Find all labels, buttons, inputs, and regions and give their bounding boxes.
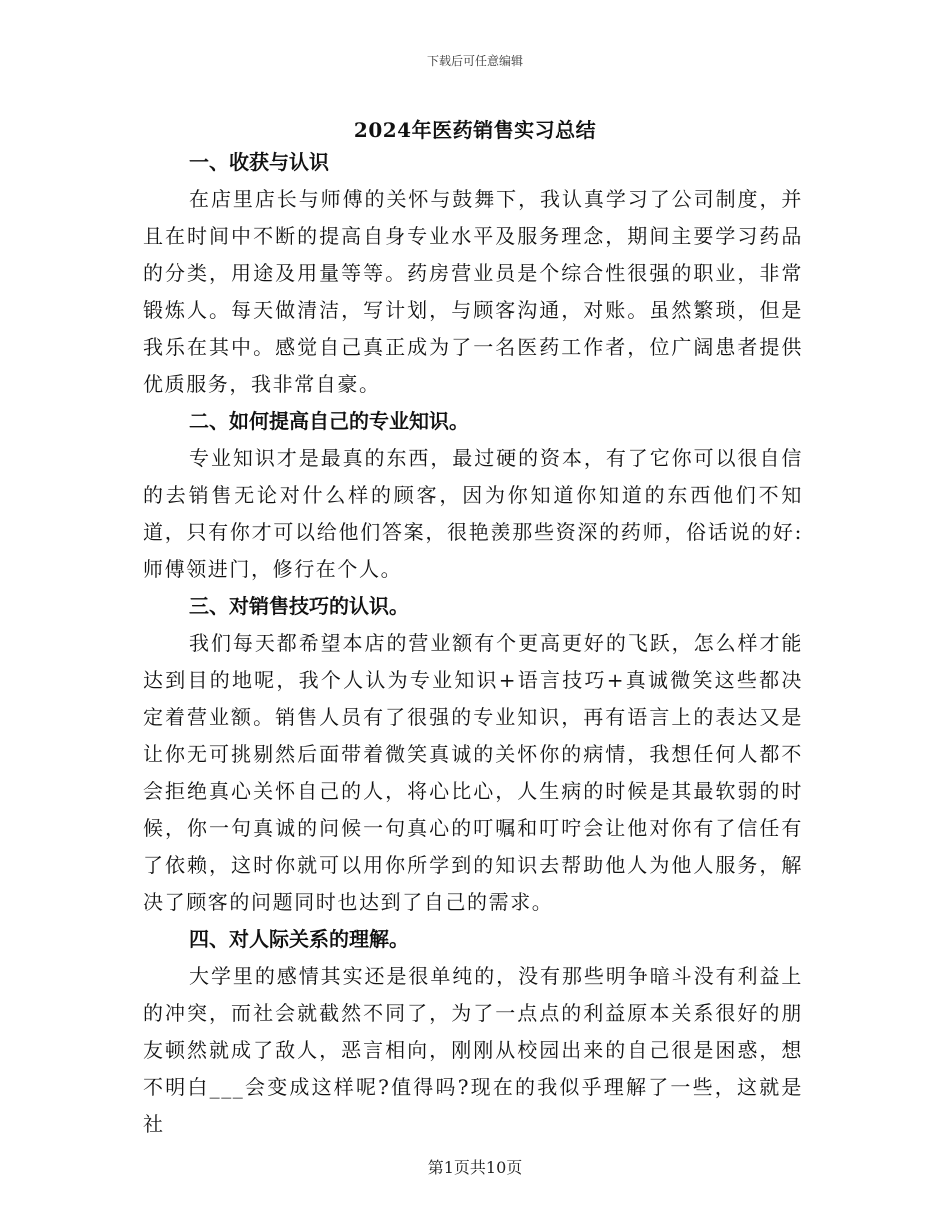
document-body [143, 144, 803, 1143]
section-paragraph: 在店里店长与师傅的关怀与鼓舞下，我认真学习了公司制度，并且在时间中不断的提高自身专业水平及服务理念，期间主要学习药品的分类，用途及用量等等。药房营业员是个综合性很强的职业，非常锻炼人。每天做清洁，写计划，与顾客沟通，对账。虽然繁琐，但是我乐在其中。感觉自己真正成为了一名医药工作者，位广阔患者提供优质服务，我非常自豪。 [143, 187, 803, 396]
document-title: 2024年医药销售实习总结 [353, 118, 597, 142]
section-paragraph: 大学里的感情其实还是很单纯的，没有那些明争暗斗没有利益上的冲突，而社会就截然不同了，为了一点点的利益原本关系很好的朋友顿然就成了敌人，恶言相向，刚刚从校园出来的自己很是困惑，想不明白___会变成这样呢?值得吗?现在的我似乎理解了一些，这就是社 [143, 964, 803, 1136]
section-2 [143, 403, 803, 588]
section-paragraph: 专业知识才是最真的东西，最过硬的资本，有了它你可以很自信的去销售无论对什么样的顾客，因为你知道你知道的东西他们不知道，只有你才可以给他们答案，很艳羡那些资深的药师，俗话说的好:师傅领进门，修行在个人。 [143, 446, 803, 581]
section-heading: 三、对销售技巧的认识。 [189, 594, 409, 618]
header-note: 下载后可任意编辑 [426, 54, 523, 68]
page-number-footer: 第1页共10页 [427, 1158, 523, 1177]
section-1 [143, 144, 803, 403]
section-4 [143, 921, 803, 1143]
section-3 [143, 588, 803, 921]
section-heading: 四、对人际关系的理解。 [189, 927, 409, 951]
section-heading: 一、收获与认识 [189, 150, 329, 174]
section-heading: 二、如何提高自己的专业知识。 [189, 409, 469, 433]
section-paragraph: 我们每天都希望本店的营业额有个更高更好的飞跃，怎么样才能达到目的地呢，我个人认为专业知识+语言技巧+真诚微笑这些都决定着营业额。销售人员有了很强的专业知识，再有语言上的表达又是让你无可挑剔然后面带着微笑真诚的关怀你的病情，我想任何人都不会拒绝真心关怀自己的人，将心比心，人生病的时候是其最软弱的时候，你一句真诚的问候一句真心的叮嘱和叮咛会让他对你有了信任有了依赖，这时你就可以用你所学到的知识去帮助他人为他人服务，解决了顾客的问题同时也达到了自己的需求。 [143, 631, 803, 914]
